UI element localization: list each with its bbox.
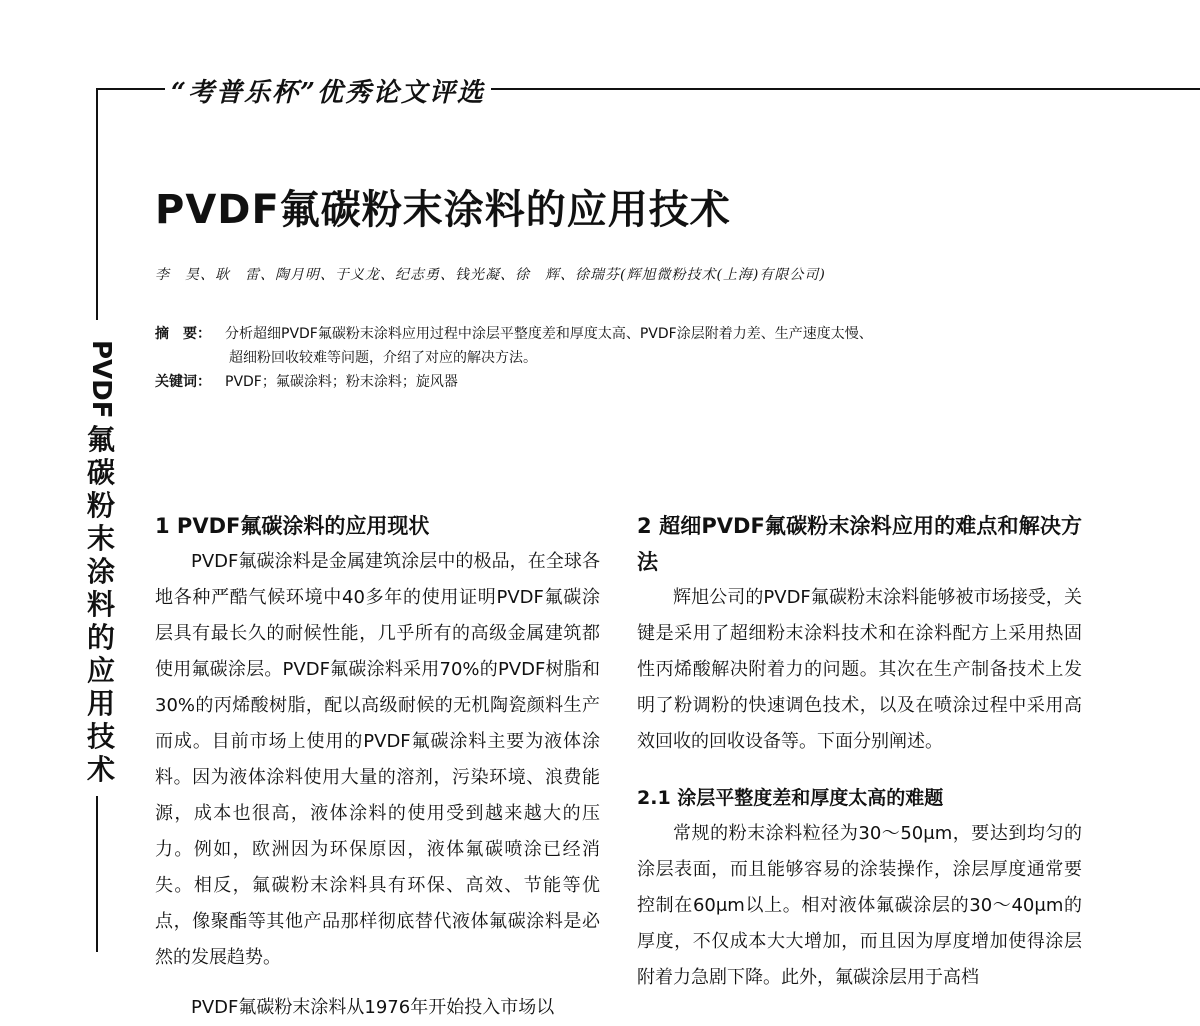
left-rule-top [96,88,98,320]
keywords-line [155,370,1035,394]
side-title-char: 涂 [86,554,115,588]
side-title-char: 用 [86,686,115,720]
left-rule-bottom [96,796,98,952]
left-column [155,508,600,1026]
top-rule-right [468,88,1200,90]
right-column [637,508,1082,996]
abstract-line-1 [155,322,1035,346]
side-title-char: 技 [86,719,115,753]
side-title-latin: PVDF [86,340,116,419]
abstract-text-1: 分析超细PVDF氟碳粉末涂料应用过程中涂层平整度差和厚度太高、PVDF涂层附着力差、生产速度太慢、 [225,326,873,342]
section-1-heading: 1 PVDF氟碳涂料的应用现状 [155,514,430,538]
section-1-paragraph-1: PVDF氟碳涂料是金属建筑涂层中的极品，在全球各地各种严酷气候环境中40多年的使用证明PVDF氟碳涂层具有最长久的耐候性能，几乎所有的高级金属建筑都使用氟碳涂层。PVDF氟碳涂料采用70%的PVDF树脂和30%的丙烯酸树脂，配以高级耐候的无机陶瓷颜料生产而成。目前市场上使用的PVDF氟碳涂料主要为液体涂料。因为液体涂料使用大量的溶剂，污染环境、浪费能源，成本也很高，液体涂料的使用受到越来越大的压力。例如，欧洲因为环保原因，液体氟碳喷涂已经消失。相反，氟碳粉末涂料具有环保、高效、节能等优点，像聚酯等其他产品那样彻底替代液体氟碳涂料是必然的发展趋势。 [155,551,600,968]
side-title-char: 术 [86,752,115,786]
authors: 李 昊、耿 雷、陶月明、于义龙、纪志勇、钱光凝、徐 辉、徐瑞芬(辉旭微粉技术(上海)有限公司) [155,267,826,283]
side-title-char: 氟 [86,422,115,456]
side-title [86,340,116,786]
side-title-char: 料 [86,587,115,621]
section-2-paragraph-1: 辉旭公司的PVDF氟碳粉末涂料能够被市场接受，关键是采用了超细粉末涂料技术和在涂料配方上采用热固性丙烯酸解决附着力的问题。其次在生产制备技术上发明了粉调粉的快速调色技术，以及在喷涂过程中采用高效回收的回收设备等。下面分别阐述。 [637,587,1082,752]
abstract-label: 摘 要： [155,326,211,342]
side-title-chars [86,423,116,786]
section-1-paragraph-2: PVDF氟碳粉末涂料从1976年开始投入市场以 [191,997,555,1018]
keywords-label: 关键词： [155,374,211,390]
section-2-1-paragraph: 常规的粉末涂料粒径为30～50μm，要达到均匀的涂层表面，而且能够容易的涂装操作，涂层厚度通常要控制在60μm以上。相对液体氟碳涂层的30～40μm的厚度，不仅成本大大增加，而且因为厚度增加使得涂层附着力急剧下降。此外，氟碳涂层用于高档 [637,823,1082,988]
abstract-text-2: 超细粉回收较难等问题，介绍了对应的解决方法。 [229,350,537,366]
top-rule-left [96,88,166,90]
side-title-char: 粉 [86,488,115,522]
abstract-block [155,322,1035,394]
side-title-char: 的 [86,620,115,654]
paper-title: PVDF氟碳粉末涂料的应用技术 [155,187,731,233]
section-2-heading: 2 超细PVDF氟碳粉末涂料应用的难点和解决方法 [637,514,1082,574]
side-title-char: 应 [86,653,115,687]
banner: “考普乐杯”优秀论文评选 [165,72,491,109]
side-title-char: 碳 [86,455,115,489]
keywords-text: PVDF；氟碳涂料；粉末涂料；旋风器 [225,374,458,390]
side-title-char: 末 [86,521,115,555]
section-2-1-heading: 2.1 涂层平整度差和厚度太高的难题 [637,787,944,809]
